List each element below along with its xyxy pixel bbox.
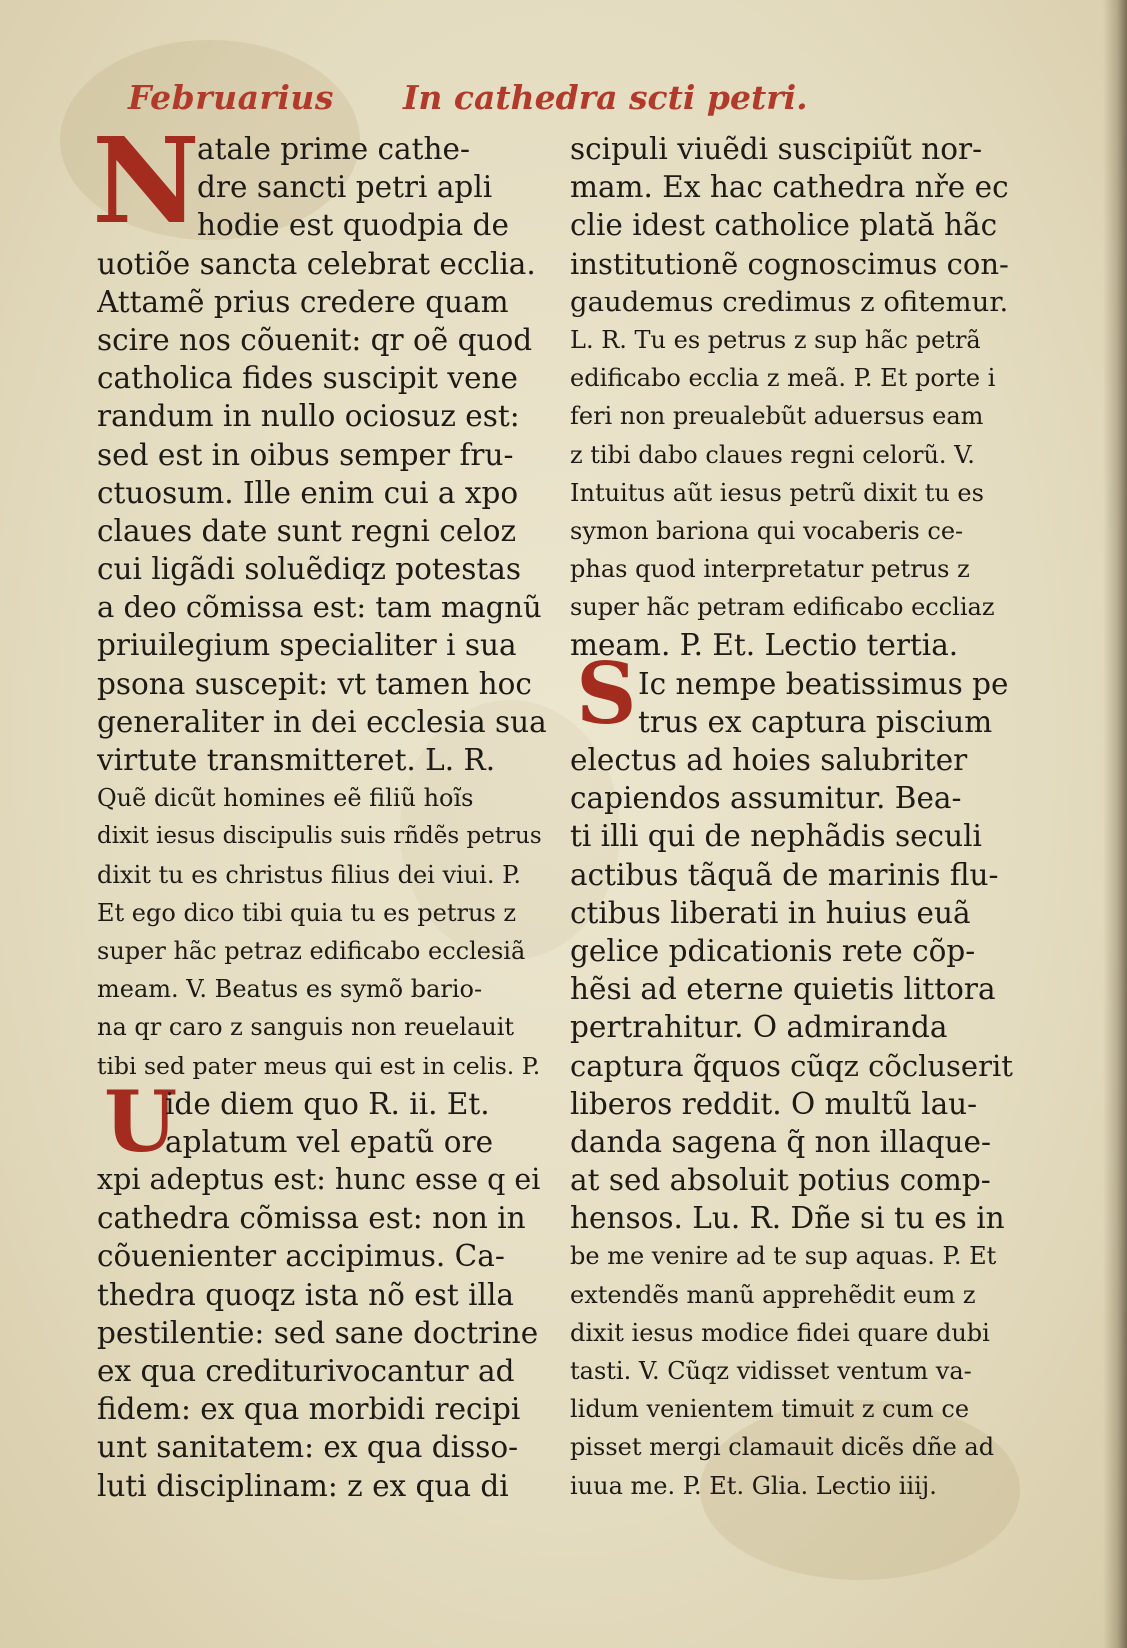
- text-line: atale prime cathe-: [197, 132, 470, 166]
- text-line-small: Quẽ dicũt homines eẽ filiũ hoĩs: [97, 784, 474, 813]
- text-line: gaudemus credimus z ofitemur.: [570, 285, 1009, 318]
- right-column: [570, 130, 1015, 1505]
- text-line: cõuenienter accipimus. Ca-: [97, 1239, 505, 1274]
- text-line: danda sagena q̃ non illaque-: [570, 1124, 991, 1159]
- text-line: clie idest catholice plată hãc: [570, 208, 998, 243]
- text-line: Attamẽ prius credere quam: [97, 284, 509, 319]
- text-line-small: lidum venientem timuit z cum ce: [570, 1395, 970, 1424]
- text-line: priuilegium specialiter i sua: [97, 628, 517, 663]
- text-line: catholica fides suscipit vene: [97, 361, 518, 396]
- text-line: cathedra cõmissa est: non in: [97, 1201, 526, 1236]
- text-line-small: iuua me. P. Et. Glia. Lectio iiij.: [570, 1471, 937, 1500]
- text-line-small: edificabo ecclia z meã. P. Et porte i: [570, 364, 996, 393]
- text-line: randum in nullo ociosuz est:: [97, 399, 520, 434]
- text-line-small: symon bariona qui vocaberis ce-: [570, 516, 964, 545]
- text-line-small: dixit iesus modice fidei quare dubi: [570, 1318, 990, 1347]
- text-line-small: z tibi dabo claues regni celorũ. V.: [570, 440, 975, 469]
- text-line: ide diem quo R. ii. Et.: [165, 1086, 490, 1121]
- text-line-small: be me venire ad te sup aquas. P. Et: [570, 1242, 997, 1271]
- text-line: actibus tãquã de marinis flu-: [570, 857, 999, 892]
- text-line-small: L. R. Tu es petrus z sup hãc petrã: [570, 325, 981, 354]
- initial-u: U: [104, 1072, 178, 1171]
- text-line: ex qua crediturivocantur ad: [97, 1354, 515, 1388]
- text-line-small: dixit tu es christus filius dei viui. P.: [97, 860, 521, 889]
- text-line: at sed absoluit potius comp-: [570, 1163, 991, 1198]
- text-line-small: feri non preualebũt aduersus eam: [570, 402, 984, 431]
- text-line-small: super hãc petram edificabo eccliaz: [570, 593, 995, 622]
- text-line: liberos reddit. O multũ lau-: [570, 1086, 978, 1121]
- text-line: ti illi qui de nephãdis seculi: [570, 819, 982, 854]
- header-month: Februarius: [128, 78, 334, 117]
- text-line: dre sancti petri apli: [197, 170, 493, 205]
- text-line: a deo cõmissa est: tam magnũ: [97, 590, 542, 625]
- text-line: fidem: ex qua morbidi recipi: [97, 1392, 521, 1427]
- text-line: hẽsi ad eterne quietis littora: [570, 972, 996, 1007]
- text-line-small: Intuitus aũt iesus petrũ dixit tu es: [570, 478, 984, 507]
- text-line: unt sanitatem: ex qua disso-: [97, 1430, 519, 1465]
- text-line: hodie est quodpia de: [197, 208, 509, 243]
- text-line: thedra quoqz ista nõ est illa: [97, 1277, 514, 1312]
- running-header: [128, 78, 1008, 128]
- text-line: generaliter in dei ecclesia sua: [97, 704, 547, 739]
- text-line: ctibus liberati in huius euã: [570, 895, 971, 930]
- text-line: ctuosum. Ille enim cui a xpo: [97, 475, 519, 510]
- text-line: pestilentie: sed sane doctrine: [97, 1315, 539, 1350]
- text-line: captura q̃quos cũqz cõcluserit: [570, 1048, 1013, 1083]
- header-feast-title: In cathedra scti petri.: [403, 78, 808, 117]
- text-line: trus ex captura piscium: [638, 704, 993, 739]
- text-line-small: super hãc petraz edificabo ecclesiã: [97, 936, 526, 965]
- text-line-small: na qr caro z sanguis non reuelauit: [97, 1013, 515, 1042]
- text-line: claues date sunt regni celoz: [97, 513, 517, 548]
- text-line: sed est in oibus semper fru-: [97, 437, 514, 472]
- left-column: [97, 130, 547, 1505]
- text-line-small: Et ego dico tibi quia tu es petrus z: [97, 898, 517, 927]
- text-line: virtute transmitteret. L. R.: [97, 743, 496, 777]
- text-line: uotiõe sancta celebrat ecclia.: [97, 246, 536, 281]
- text-line: capiendos assumitur. Bea-: [570, 781, 962, 816]
- text-line: gelice pdicationis rete cõp-: [570, 933, 976, 968]
- text-line-small: extendẽs manũ apprehẽdit eum z: [570, 1280, 976, 1309]
- initial-s: S: [576, 644, 637, 743]
- text-line: scire nos cõuenit: qr oẽ quod: [97, 322, 533, 357]
- text-line: electus ad hoies salubriter: [570, 743, 968, 777]
- text-line: meam. P. Et. Lectio tertia.: [570, 628, 959, 663]
- text-line-small: pisset mergi clamauit dicẽs dñe ad: [570, 1433, 995, 1462]
- text-line: institutionẽ cognoscimus con-: [570, 246, 1009, 281]
- text-line: aplatum vel epatũ ore: [165, 1124, 494, 1159]
- text-line-small: phas quod interpretatur petrus z: [570, 555, 970, 584]
- text-line-small: tibi sed pater meus qui est in celis. P.: [97, 1051, 541, 1080]
- text-line: xpi adeptus est: hunc esse q ei: [97, 1163, 541, 1197]
- text-line: cui ligãdi soluẽdiqz potestas: [97, 552, 521, 587]
- initial-n: N: [92, 111, 200, 250]
- text-line: hensos. Lu. R. Dñe si tu es in: [570, 1201, 1005, 1236]
- text-line: mam. Ex hac cathedra nře ec: [570, 170, 1009, 205]
- text-line: Ic nempe beatissimus pe: [638, 666, 1009, 701]
- text-line: psona suscepit: vt tamen hoc: [97, 666, 532, 701]
- text-line-small: tasti. V. Cũqz vidisset ventum va-: [570, 1357, 972, 1385]
- text-line: luti disciplinam: z ex qua di: [97, 1468, 509, 1503]
- text-line-small: dixit iesus discipulis suis rñdẽs petrus: [97, 823, 542, 850]
- page-edge-shadow: [1103, 0, 1127, 1648]
- text-line: pertrahitur. O admiranda: [570, 1010, 948, 1045]
- text-line-small: meam. V. Beatus es symõ bario-: [97, 975, 483, 1004]
- text-line: scipuli viuẽdi suscipiũt nor-: [570, 132, 983, 166]
